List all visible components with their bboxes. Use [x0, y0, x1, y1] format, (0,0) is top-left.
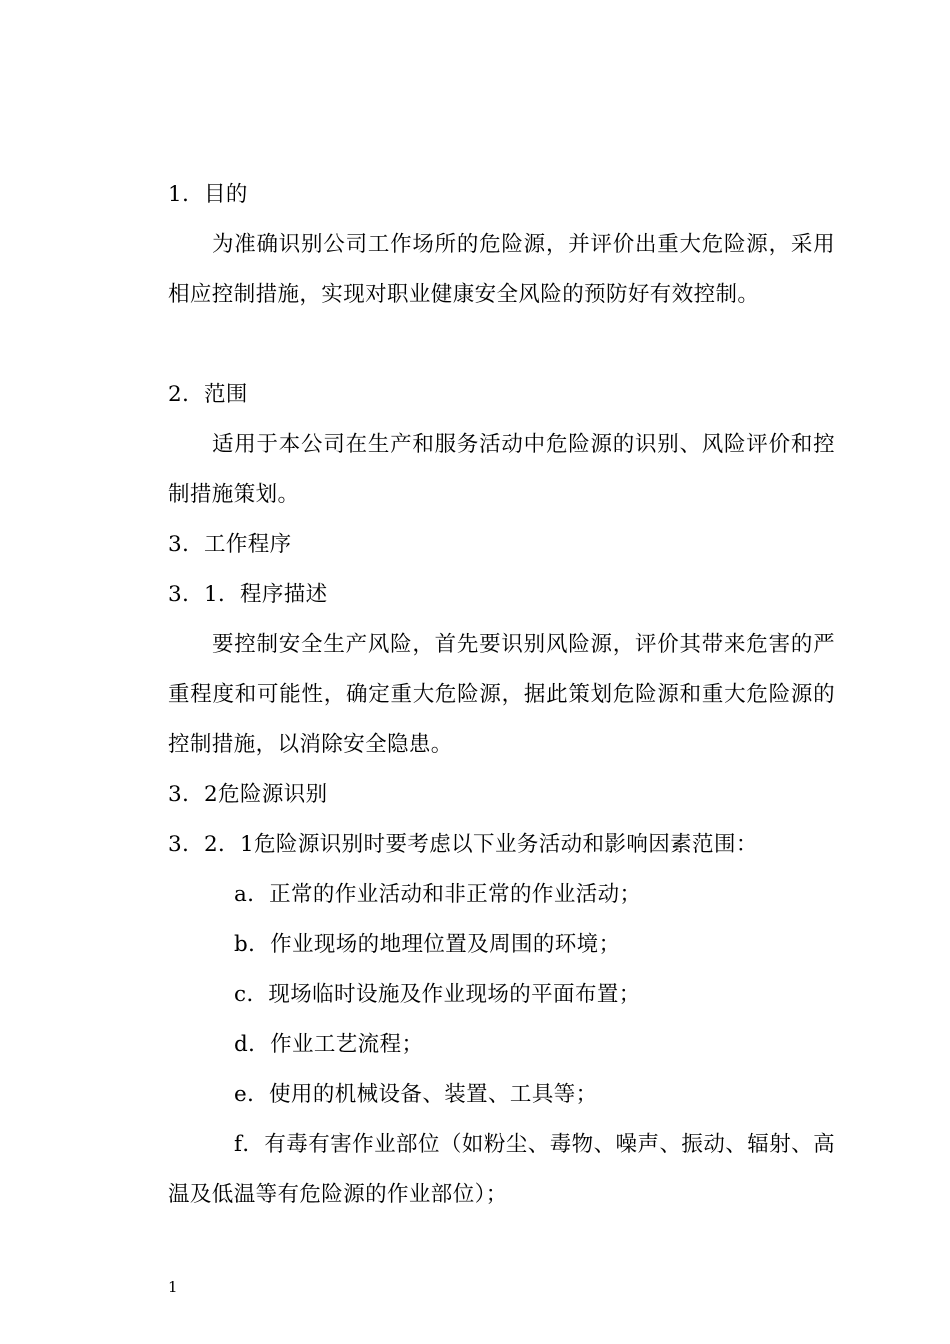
paragraph-spacer	[168, 320, 835, 370]
list-item-f: f．有毒有害作业部位（如粉尘、毒物、噪声、振动、辐射、高温及低温等有危险源的作业部位）；	[168, 1132, 835, 1207]
page-number: 1	[168, 1278, 178, 1296]
list-item-d: d．作业工艺流程；	[234, 1032, 424, 1057]
section-heading-hazard-identification: 3．2危险源识别	[168, 782, 328, 807]
list-item-e: e．使用的机械设备、装置、工具等；	[234, 1082, 598, 1107]
section-heading-procedure: 3．工作程序	[168, 532, 292, 557]
document-body	[168, 170, 835, 1220]
section-heading-purpose: 1．目的	[168, 182, 248, 207]
paragraph-purpose: 为准确识别公司工作场所的危险源，并评价出重大危险源，采用相应控制措施，实现对职业健康安全风险的预防好有效控制。	[168, 232, 835, 307]
section-heading-procedure-description: 3．1．程序描述	[168, 582, 328, 607]
paragraph-procedure-description: 要控制安全生产风险，首先要识别风险源，评价其带来危害的严重程度和可能性，确定重大危险源，据此策划危险源和重大危险源的控制措施，以消除安全隐患。	[168, 632, 835, 757]
list-item-a: a．正常的作业活动和非正常的作业活动；	[234, 882, 642, 907]
section-heading-hazard-scope: 3．2．1危险源识别时要考虑以下业务活动和影响因素范围：	[168, 832, 758, 857]
section-heading-scope: 2．范围	[168, 382, 248, 407]
list-item-b: b．作业现场的地理位置及周围的环境；	[234, 932, 621, 957]
list-item-c: c．现场临时设施及作业现场的平面布置；	[234, 982, 641, 1007]
paragraph-scope: 适用于本公司在生产和服务活动中危险源的识别、风险评价和控制措施策划。	[168, 432, 835, 507]
